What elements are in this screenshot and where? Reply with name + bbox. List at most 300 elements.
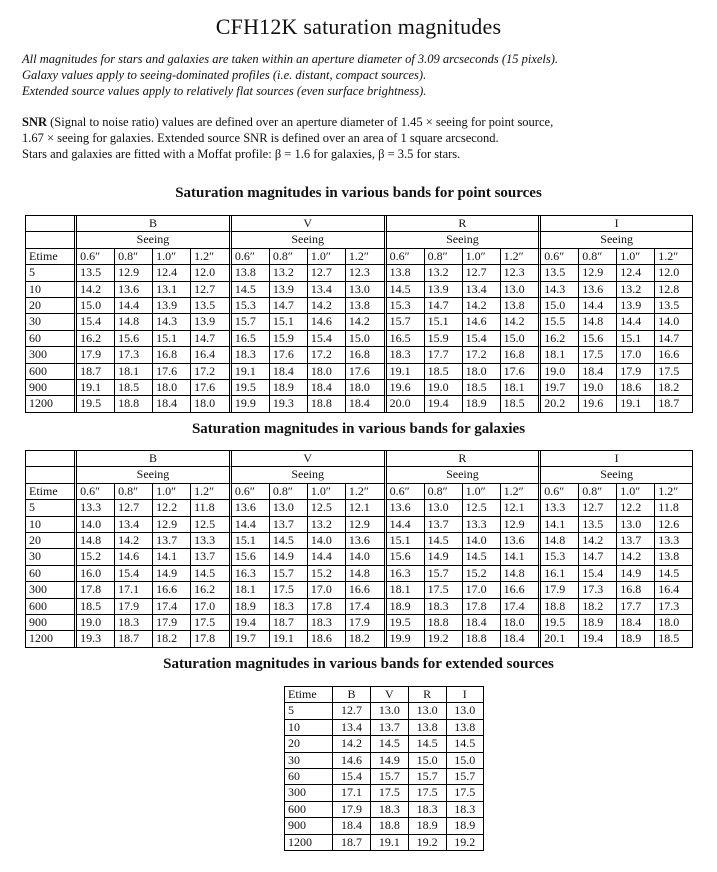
- table-cell: 12.5: [308, 500, 346, 516]
- table-cell: 13.5: [191, 298, 232, 314]
- column-header: V: [371, 687, 409, 703]
- table-cell: 19.0: [425, 380, 463, 396]
- table-cell: 14.9: [425, 549, 463, 565]
- table-cell: 10: [26, 282, 77, 298]
- table-cell: 17.4: [501, 599, 542, 615]
- table-cell: 14.6: [333, 753, 371, 769]
- table-cell: 18.8: [463, 631, 501, 646]
- table-cell: 15.7: [232, 314, 270, 330]
- table-cell: 12.7: [333, 703, 371, 719]
- table-cell: 15.1: [232, 533, 270, 549]
- table-cell: 15.3: [541, 549, 579, 565]
- table-cell: 15.4: [579, 566, 617, 582]
- table-cell: 17.4: [346, 599, 387, 615]
- table-cell: 19.3: [270, 396, 308, 411]
- table-row: [26, 380, 692, 396]
- table-cell: 18.4: [270, 364, 308, 380]
- table-cell: 15.6: [387, 549, 425, 565]
- table-cell: 15.2: [463, 566, 501, 582]
- table-row: [26, 265, 692, 281]
- table-row: [285, 835, 483, 850]
- table-cell: 17.6: [191, 380, 232, 396]
- table-cell: 19.2: [425, 631, 463, 646]
- table-cell: 13.2: [425, 265, 463, 281]
- table-cell: 14.2: [463, 298, 501, 314]
- table-cell: 13.5: [77, 265, 115, 281]
- seeing-value-header: 1.0″: [463, 484, 501, 500]
- table-cell: 15.3: [232, 298, 270, 314]
- table-cell: 15.1: [153, 331, 191, 347]
- table-cell: 17.6: [270, 347, 308, 363]
- band-header: B: [77, 216, 232, 232]
- table-cell: 5: [285, 703, 333, 719]
- table-cell: 16.5: [387, 331, 425, 347]
- table-cell: 18.2: [346, 631, 387, 646]
- table-row: [26, 314, 692, 330]
- table-cell: 17.0: [463, 582, 501, 598]
- seeing-value-header: 0.6″: [541, 249, 579, 265]
- table-row: [285, 785, 483, 801]
- table-cell: 19.1: [270, 631, 308, 646]
- table-cell: 15.9: [270, 331, 308, 347]
- table-cell: 13.6: [387, 500, 425, 516]
- table-cell: 19.9: [232, 396, 270, 411]
- table-cell: 18.4: [308, 380, 346, 396]
- seeing-value-header: 0.6″: [232, 484, 270, 500]
- table-cell: 15.2: [308, 566, 346, 582]
- table-cell: 13.0: [501, 282, 542, 298]
- table-cell: 17.8: [77, 582, 115, 598]
- table-cell: 18.8: [425, 615, 463, 631]
- table-cell: 14.1: [153, 549, 191, 565]
- table-cell: 14.5: [655, 566, 692, 582]
- table-cell: 15.5: [541, 314, 579, 330]
- table-cell: 13.0: [270, 500, 308, 516]
- table-cell: 20.1: [541, 631, 579, 646]
- table-cell: 18.3: [371, 802, 409, 818]
- table-cell: 17.4: [153, 599, 191, 615]
- table-cell: 19.4: [579, 631, 617, 646]
- table-cell: 11.8: [191, 500, 232, 516]
- table-cell: 300: [26, 582, 77, 598]
- table-cell: 17.9: [333, 802, 371, 818]
- table-cell: 15.4: [77, 314, 115, 330]
- table-cell: 13.7: [270, 517, 308, 533]
- table-cell: 13.0: [425, 500, 463, 516]
- column-header: B: [333, 687, 371, 703]
- table-cell: 13.4: [463, 282, 501, 298]
- band-header: I: [541, 216, 692, 232]
- table-cell: 18.3: [409, 802, 447, 818]
- table-cell: 19.1: [232, 364, 270, 380]
- table-cell: 1200: [26, 631, 77, 646]
- table-cell: 15.7: [425, 566, 463, 582]
- snr-line-1-text: (Signal to noise ratio) values are defined over an aperture diameter of 1.45 × seeing for point source,: [47, 115, 554, 129]
- seeing-header: Seeing: [77, 232, 232, 248]
- table-cell: 15.1: [425, 314, 463, 330]
- extended-sources-table: [284, 686, 484, 851]
- seeing-header-row: [26, 232, 692, 248]
- table-cell: 600: [26, 599, 77, 615]
- column-header: R: [409, 687, 447, 703]
- point-sources-title: Saturation magnitudes in various bands for point sources: [175, 185, 542, 201]
- table-cell: 14.5: [387, 282, 425, 298]
- table-cell: 17.2: [308, 347, 346, 363]
- table-cell: 16.6: [153, 582, 191, 598]
- table-cell: 18.7: [77, 364, 115, 380]
- seeing-value-header: 0.6″: [77, 484, 115, 500]
- table-cell: 18.2: [153, 631, 191, 646]
- table-cell: 18.0: [191, 396, 232, 411]
- table-cell: 900: [26, 380, 77, 396]
- table-cell: 16.6: [501, 582, 542, 598]
- table-row: [26, 517, 692, 533]
- table-cell: 30: [26, 314, 77, 330]
- seeing-value-header: 1.0″: [153, 484, 191, 500]
- table-cell: 18.3: [308, 615, 346, 631]
- table-cell: 14.3: [153, 314, 191, 330]
- table-cell: 18.0: [655, 615, 692, 631]
- table-cell: 19.4: [232, 615, 270, 631]
- band-header: V: [232, 451, 387, 467]
- table-cell: 12.9: [115, 265, 153, 281]
- seeing-header: Seeing: [232, 232, 387, 248]
- table-cell: 13.3: [541, 500, 579, 516]
- table-cell: 60: [26, 566, 77, 582]
- table-row: [26, 298, 692, 314]
- table-cell: 13.0: [447, 703, 483, 719]
- table-cell: 17.0: [617, 347, 655, 363]
- table-cell: 14.6: [308, 314, 346, 330]
- table-cell: 13.7: [191, 549, 232, 565]
- seeing-value-header: 1.2″: [191, 484, 232, 500]
- table-row: [285, 720, 483, 736]
- table-cell: 14.4: [579, 298, 617, 314]
- table-cell: 17.9: [346, 615, 387, 631]
- table-cell: 16.8: [617, 582, 655, 598]
- table-cell: 18.2: [655, 380, 692, 396]
- table-cell: 16.8: [346, 347, 387, 363]
- seeing-value-header: 0.6″: [387, 249, 425, 265]
- intro-line-galaxy: Galaxy values apply to seeing-dominated profiles (i.e. distant, compact sources).: [22, 68, 427, 83]
- table-cell: 18.2: [579, 599, 617, 615]
- table-cell: 17.9: [77, 347, 115, 363]
- table-cell: 13.9: [617, 298, 655, 314]
- table-cell: 20.0: [387, 396, 425, 411]
- table-cell: 13.8: [232, 265, 270, 281]
- table-cell: 18.9: [579, 615, 617, 631]
- seeing-header: Seeing: [387, 467, 542, 483]
- seeing-value-header: 0.8″: [270, 249, 308, 265]
- table-cell: 18.3: [387, 347, 425, 363]
- table-cell: 17.8: [463, 599, 501, 615]
- table-row: [26, 364, 692, 380]
- table-cell: 14.2: [579, 533, 617, 549]
- table-cell: 16.3: [232, 566, 270, 582]
- table-cell: 18.7: [115, 631, 153, 646]
- table-row: [26, 566, 692, 582]
- seeing-header-row: [26, 467, 692, 483]
- table-cell: 19.7: [232, 631, 270, 646]
- table-cell: 10: [26, 517, 77, 533]
- table-cell: 18.4: [153, 396, 191, 411]
- table-row: [26, 500, 692, 516]
- table-cell: 13.0: [617, 517, 655, 533]
- extended-header-row: [285, 687, 483, 703]
- table-cell: 18.0: [346, 380, 387, 396]
- table-cell: 18.5: [463, 380, 501, 396]
- table-cell: 13.1: [153, 282, 191, 298]
- table-cell: 11.8: [655, 500, 692, 516]
- table-cell: 19.5: [541, 615, 579, 631]
- seeing-value-header: 0.6″: [232, 249, 270, 265]
- table-cell: 13.7: [153, 533, 191, 549]
- table-cell: 14.4: [387, 517, 425, 533]
- seeing-value-header: 1.2″: [191, 249, 232, 265]
- table-cell: 16.8: [153, 347, 191, 363]
- seeing-value-header: 0.6″: [77, 249, 115, 265]
- table-cell: 12.9: [579, 265, 617, 281]
- table-cell: 19.5: [232, 380, 270, 396]
- table-cell: 1200: [285, 835, 333, 850]
- table-cell: 17.9: [153, 615, 191, 631]
- table-cell: 18.4: [463, 615, 501, 631]
- table-cell: 17.5: [371, 785, 409, 801]
- table-cell: 14.6: [115, 549, 153, 565]
- table-cell: 15.4: [115, 566, 153, 582]
- table-cell: 15.7: [371, 769, 409, 785]
- table-cell: 1200: [26, 396, 77, 411]
- seeing-value-header: 0.8″: [115, 249, 153, 265]
- table-cell: 18.5: [115, 380, 153, 396]
- table-cell: 13.9: [191, 314, 232, 330]
- seeing-value-header: 1.2″: [346, 484, 387, 500]
- snr-line-1: [22, 114, 712, 130]
- seeing-header: Seeing: [232, 467, 387, 483]
- table-cell: 13.7: [371, 720, 409, 736]
- table-cell: 13.4: [333, 720, 371, 736]
- band-header: R: [387, 451, 542, 467]
- table-row: [26, 282, 692, 298]
- table-cell: 13.3: [463, 517, 501, 533]
- table-row: [285, 736, 483, 752]
- table-cell: 5: [26, 265, 77, 281]
- table-cell: 14.8: [579, 314, 617, 330]
- etime-header: Etime: [26, 484, 77, 500]
- seeing-value-header: 1.0″: [617, 484, 655, 500]
- table-cell: 18.7: [658, 396, 680, 411]
- seeing-value-header: 1.0″: [463, 249, 501, 265]
- seeing-value-header: 1.2″: [346, 249, 387, 265]
- table-cell: 16.2: [191, 582, 232, 598]
- table-cell: 14.2: [501, 314, 542, 330]
- seeing-value-header: 0.8″: [579, 484, 617, 500]
- table-cell: 18.9: [463, 396, 501, 411]
- table-cell: 17.5: [270, 582, 308, 598]
- table-cell: 14.2: [77, 282, 115, 298]
- table-cell: 16.1: [541, 566, 579, 582]
- table-cell: 600: [26, 364, 77, 380]
- table-cell: 14.4: [232, 517, 270, 533]
- table-row: [26, 549, 692, 565]
- table-cell: 19.9: [387, 631, 425, 646]
- table-cell: 14.2: [308, 298, 346, 314]
- seeing-value-header: 0.6″: [387, 484, 425, 500]
- table-cell: 14.4: [617, 314, 655, 330]
- table-cell: 15.6: [232, 549, 270, 565]
- table-cell: 19.6: [387, 380, 425, 396]
- table-cell: 18.9: [617, 631, 655, 646]
- table-cell: 17.9: [617, 364, 655, 380]
- table-cell: 12.7: [463, 265, 501, 281]
- column-header-row: [26, 484, 692, 500]
- table-cell: 18.8: [115, 396, 153, 411]
- table-cell: 17.8: [308, 599, 346, 615]
- table-cell: 17.2: [463, 347, 501, 363]
- table-cell: [26, 216, 77, 232]
- table-cell: 16.4: [655, 582, 692, 598]
- table-cell: 19.0: [77, 615, 115, 631]
- table-cell: 17.5: [409, 785, 447, 801]
- table-cell: 18.6: [617, 380, 655, 396]
- table-cell: 18.3: [425, 599, 463, 615]
- table-cell: 18.8: [308, 396, 346, 411]
- seeing-value-header: 1.2″: [501, 249, 542, 265]
- table-cell: 15.0: [77, 298, 115, 314]
- table-cell: 18.8: [371, 818, 409, 834]
- table-cell: 14.9: [371, 753, 409, 769]
- snr-line-2: 1.67 × seeing for galaxies. Extended source SNR is defined over an area of 1 square arcsecond.: [22, 131, 499, 146]
- column-header: I: [447, 687, 483, 703]
- intro-line-extended: Extended source values apply to relatively flat sources (even surface brightness).: [22, 84, 427, 99]
- band-header: B: [77, 451, 232, 467]
- table-cell: 17.8: [191, 631, 232, 646]
- table-cell: 13.7: [617, 533, 655, 549]
- etime-header: Etime: [26, 249, 77, 265]
- table-cell: 13.8: [346, 298, 387, 314]
- table-cell: 15.4: [333, 769, 371, 785]
- table-cell: 15.1: [617, 331, 655, 347]
- table-cell: 14.2: [115, 533, 153, 549]
- table-cell: 14.9: [153, 566, 191, 582]
- table-cell: 60: [26, 331, 77, 347]
- table-cell: 15.0: [541, 298, 579, 314]
- table-cell: 12.1: [346, 500, 387, 516]
- table-cell: 18.9: [447, 818, 483, 834]
- table-cell: 12.2: [617, 500, 655, 516]
- table-row: [285, 753, 483, 769]
- column-header-row: [26, 249, 692, 265]
- table-cell: 16.4: [191, 347, 232, 363]
- table-cell: 14.5: [447, 736, 483, 752]
- table-cell: 19.1: [77, 380, 115, 396]
- table-cell: 18.3: [270, 599, 308, 615]
- snr-line-3: Stars and galaxies are fitted with a Moffat profile: β = 1.6 for galaxies, β = 3.5 for stars.: [22, 147, 461, 162]
- table-cell: 14.0: [655, 314, 692, 330]
- seeing-value-header: 0.8″: [115, 484, 153, 500]
- table-cell: 19.1: [617, 396, 655, 411]
- table-cell: 13.4: [115, 517, 153, 533]
- table-cell: 12.3: [501, 265, 542, 281]
- table-cell: 14.7: [191, 331, 232, 347]
- table-cell: 17.3: [579, 582, 617, 598]
- table-cell: 19.2: [409, 835, 447, 850]
- band-header-row: [26, 451, 692, 467]
- table-cell: 20.2: [541, 396, 579, 411]
- table-cell: 18.4: [579, 364, 617, 380]
- table-row: [26, 396, 692, 411]
- table-cell: 18.5: [77, 599, 115, 615]
- table-cell: 15.0: [447, 753, 483, 769]
- table-cell: 15.7: [387, 314, 425, 330]
- galaxies-title: Saturation magnitudes in various bands for galaxies: [191, 421, 526, 437]
- table-cell: 14.8: [346, 566, 387, 582]
- table-cell: 13.7: [425, 517, 463, 533]
- band-header: R: [387, 216, 542, 232]
- table-cell: 17.5: [655, 364, 692, 380]
- table-cell: 14.8: [115, 314, 153, 330]
- table-cell: 30: [26, 549, 77, 565]
- table-row: [285, 703, 483, 719]
- table-cell: 5: [26, 500, 77, 516]
- table-cell: 300: [26, 347, 77, 363]
- seeing-value-header: 1.2″: [655, 249, 692, 265]
- table-cell: 18.0: [153, 380, 191, 396]
- table-cell: 20: [26, 298, 77, 314]
- table-cell: 13.0: [371, 703, 409, 719]
- table-cell: 14.0: [77, 517, 115, 533]
- table-cell: 13.0: [346, 282, 387, 298]
- table-cell: 17.9: [541, 582, 579, 598]
- table-cell: 14.5: [270, 533, 308, 549]
- table-cell: 18.7: [333, 835, 371, 850]
- table-cell: 14.8: [501, 566, 542, 582]
- table-cell: 17.7: [425, 347, 463, 363]
- column-header: Etime: [285, 687, 333, 703]
- table-cell: 15.6: [115, 331, 153, 347]
- table-cell: 13.8: [447, 720, 483, 736]
- table-cell: 900: [285, 818, 333, 834]
- table-cell: 16.0: [77, 566, 115, 582]
- seeing-value-header: 1.2″: [655, 484, 692, 500]
- page-title: CFH12K saturation magnitudes: [215, 14, 502, 39]
- snr-notes: [22, 114, 712, 163]
- table-cell: 15.3: [387, 298, 425, 314]
- band-header: V: [232, 216, 387, 232]
- table-cell: 900: [26, 615, 77, 631]
- table-cell: 17.5: [579, 347, 617, 363]
- table-cell: 18.1: [387, 582, 425, 598]
- table-cell: 12.0: [655, 265, 692, 281]
- band-header: I: [541, 451, 692, 467]
- table-cell: 13.6: [501, 533, 542, 549]
- table-cell: 18.5: [658, 631, 680, 646]
- table-cell: 14.7: [425, 298, 463, 314]
- seeing-value-header: 0.8″: [425, 484, 463, 500]
- table-cell: [26, 232, 77, 248]
- table-cell: 13.8: [387, 265, 425, 281]
- table-cell: 18.4: [346, 396, 387, 411]
- table-cell: 14.8: [541, 533, 579, 549]
- table-cell: 14.4: [308, 549, 346, 565]
- table-cell: 19.7: [541, 380, 579, 396]
- seeing-value-header: 0.8″: [270, 484, 308, 500]
- table-cell: 18.1: [501, 380, 542, 396]
- table-cell: 300: [285, 785, 333, 801]
- table-cell: 13.6: [346, 533, 387, 549]
- table-cell: 14.0: [346, 549, 387, 565]
- table-cell: 14.9: [270, 549, 308, 565]
